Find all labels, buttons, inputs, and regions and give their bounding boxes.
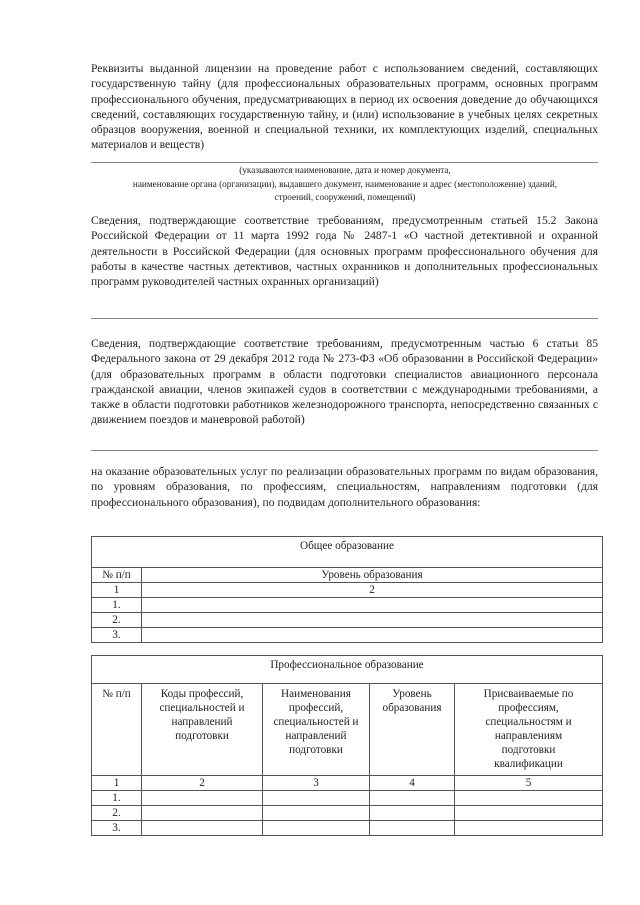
- caption-line: наименование органа (организации), выдавшего документ, наименование и адрес (местоположение) зданий,: [132, 178, 558, 189]
- detective-fill-line[interactable]: [91, 318, 598, 319]
- table-cell[interactable]: [142, 613, 603, 628]
- table-cell[interactable]: [455, 821, 603, 836]
- row-number: 2.: [92, 613, 142, 628]
- table-cell[interactable]: [455, 806, 603, 821]
- caption-line: (указываются наименование, дата и номер документа,: [239, 165, 451, 175]
- table-cell[interactable]: [263, 806, 370, 821]
- caption-line: строений, сооружений, помещений): [274, 192, 416, 202]
- table-row: [92, 613, 603, 628]
- table-cell[interactable]: [142, 806, 263, 821]
- table-cell[interactable]: [370, 806, 455, 821]
- table-title: Профессиональное образование: [92, 656, 603, 684]
- header-cell: Наименования профессий, специальностей и направлений подготовки: [263, 684, 370, 776]
- row-number: 3.: [92, 821, 142, 836]
- table-title: Общее образование: [92, 537, 603, 568]
- table-row: [92, 791, 603, 806]
- caption: [85, 164, 605, 205]
- header-cell: Уровень образования: [142, 568, 603, 583]
- col-number: 5: [455, 776, 603, 791]
- aviation-fill-line[interactable]: [91, 450, 598, 451]
- table-cell[interactable]: [370, 791, 455, 806]
- row-number: 2.: [92, 806, 142, 821]
- row-number: 1.: [92, 791, 142, 806]
- professional-education-table: [91, 655, 603, 836]
- table-cell[interactable]: [142, 821, 263, 836]
- table-row: [92, 821, 603, 836]
- col-number: 2: [142, 583, 603, 598]
- aviation-paragraph: Сведения, подтверждающие соответствие требованиям, предусмотренным частью 6 статьи 85 Федерального закона от 29 декабря 2012 года № 273-ФЗ «Об образовании в Российской Федерации» (для образовательных программ в области подготовки специалистов авиационного персонала гражданской авиации, членов экипажей судов в соответствии с международными требованиями, а также в области подготовки работников железнодорожного транспорта, непосредственно связанных с движением поездов и маневровой работой): [91, 337, 598, 427]
- table-cell[interactable]: [370, 821, 455, 836]
- table-cell[interactable]: [142, 628, 603, 643]
- table-cell[interactable]: [142, 598, 603, 613]
- table-row: [92, 628, 603, 643]
- detective-paragraph: Сведения, подтверждающие соответствие требованиям, предусмотренным статьей 15.2 Закона Российской Федерации от 11 марта 1992 года № 2487-1 «О частной детективной и охранной деятельности в Российской Федерации (для основных программ профессионального обучения для работы в качестве частных детективов, частных охранников и дополнительных профессиональных программ руководителей частных охранных организаций): [91, 214, 598, 289]
- header-cell: Уровень образования: [370, 684, 455, 776]
- table-cell[interactable]: [263, 791, 370, 806]
- header-cell: № п/п: [92, 568, 142, 583]
- general-education-table: [91, 536, 603, 643]
- col-number: 3: [263, 776, 370, 791]
- license-paragraph: Реквизиты выданной лицензии на проведение работ с использованием сведений, составляющих государственную тайну (для профессиональных образовательных программ, основных программ профессионального обучения, предусматривающих в период их освоения доведение до обучающихся сведений, составляющих государственную тайну, и (или) использование в учебных целях секретных образцов вооружения, военной и специальной техники, их комплектующих изделий, специальных материалов и веществ): [91, 62, 598, 152]
- col-number: 2: [142, 776, 263, 791]
- header-cell: Присваиваемые по профессиям, специальностям и направлениям подготовки квалификации: [455, 684, 603, 776]
- table-row: [92, 806, 603, 821]
- col-number: 1: [92, 776, 142, 791]
- row-number: 3.: [92, 628, 142, 643]
- header-cell: Коды профессий, специальностей и направлений подготовки: [142, 684, 263, 776]
- table-cell[interactable]: [142, 791, 263, 806]
- header-cell: № п/п: [92, 684, 142, 776]
- col-number: 4: [370, 776, 455, 791]
- table-row: [92, 598, 603, 613]
- license-fill-line[interactable]: [91, 162, 598, 163]
- table-cell[interactable]: [263, 821, 370, 836]
- col-number: 1: [92, 583, 142, 598]
- services-paragraph: на оказание образовательных услуг по реализации образовательных программ по видам образования, по уровням образования, по профессиям, специальностям, направлениям подготовки (для профессионального образования), по подвидам дополнительного образования:: [91, 465, 598, 509]
- row-number: 1.: [92, 598, 142, 613]
- table-cell[interactable]: [455, 791, 603, 806]
